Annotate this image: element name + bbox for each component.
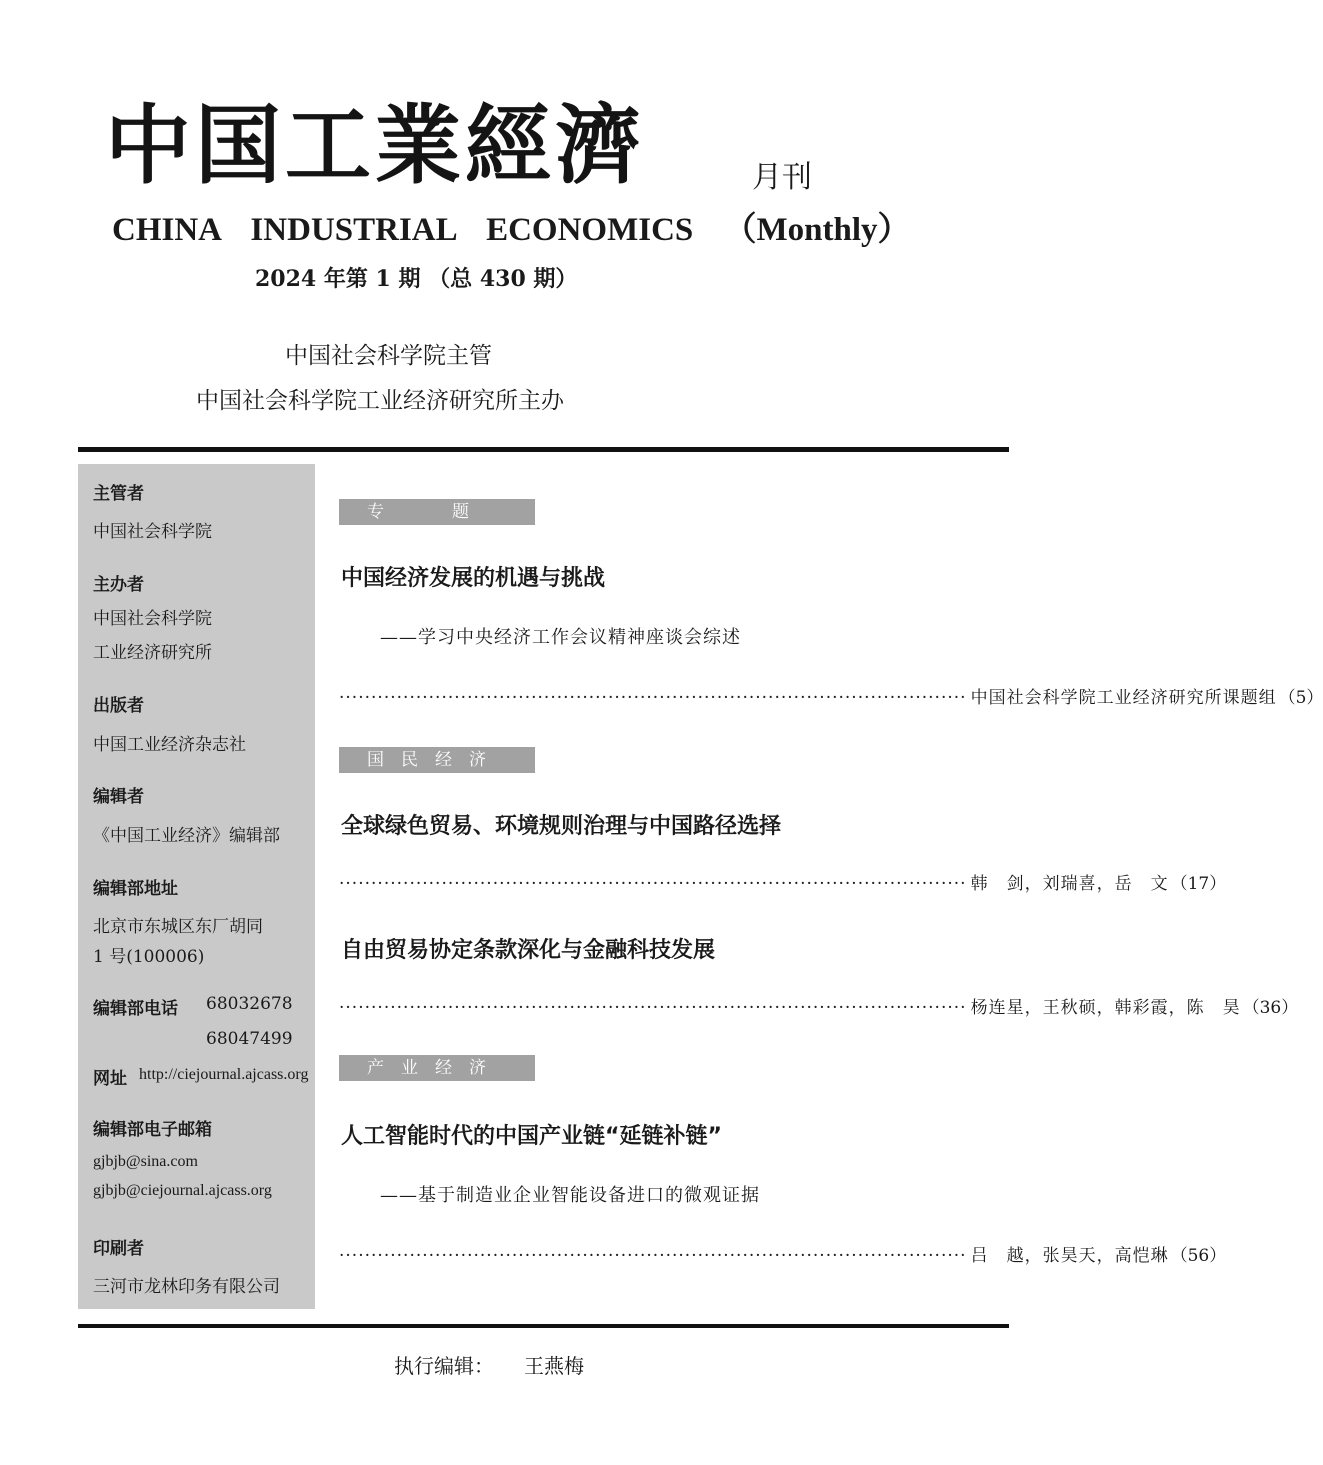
article-byline-4 — [339, 1241, 1227, 1266]
printer-value: 三河市龙林印务有限公司 — [93, 1277, 280, 1297]
article-title-2[interactable]: 全球绿色贸易、环境规则治理与中国路径选择 — [341, 814, 782, 839]
journal-logo-title: 中国工業經濟 — [105, 96, 645, 196]
publication-info-sidebar — [78, 464, 315, 1309]
article-page-3: （36） — [1242, 998, 1299, 1018]
address-value-2: 1 号(100006) — [93, 947, 205, 967]
sponsor-value-2: 工业经济研究所 — [93, 643, 212, 663]
address-value-1: 北京市东城区东厂胡同 — [93, 917, 263, 937]
printer-label: 印刷者 — [93, 1239, 144, 1259]
article-page-2: （17） — [1170, 874, 1227, 894]
email-2[interactable]: gjbjb@ciejournal.ajcass.org — [93, 1182, 272, 1199]
executive-editor-name: 王燕梅 — [524, 1354, 584, 1378]
email-1[interactable]: gjbjb@sina.com — [93, 1153, 198, 1170]
editor-label: 编辑者 — [93, 787, 144, 807]
publisher-label: 出版者 — [93, 696, 144, 716]
supervisor-line: 中国社会科学院主管 — [285, 343, 492, 369]
article-title-3[interactable]: 自由贸易协定条款深化与金融科技发展 — [341, 938, 716, 963]
article-authors-1: 中国社会科学院工业经济研究所课题组 — [970, 688, 1277, 708]
article-byline-1 — [339, 683, 1323, 708]
article-byline-2 — [339, 869, 1227, 894]
phone-label: 编辑部电话 — [93, 999, 178, 1019]
issue-number: 2024 年第 1 期 （总 430 期） — [255, 266, 578, 292]
phone-number-2: 68047499 — [206, 1029, 293, 1049]
article-subtitle-4: ——基于制造业企业智能设备进口的微观证据 — [380, 1185, 760, 1206]
leader-dots: ·································································································· — [339, 998, 967, 1018]
leader-dots: ·································································································· — [339, 1246, 967, 1266]
sponsor-line: 中国社会科学院工业经济研究所主办 — [196, 388, 564, 414]
website-label: 网址 — [93, 1069, 127, 1089]
sponsor-label: 主办者 — [93, 575, 144, 595]
article-title-1[interactable]: 中国经济发展的机遇与挑战 — [341, 566, 606, 591]
top-divider — [78, 447, 1009, 452]
bottom-divider — [78, 1324, 1009, 1328]
article-byline-3 — [339, 993, 1299, 1018]
monthly-label: 月刊 — [752, 160, 812, 195]
publisher-value: 中国工业经济杂志社 — [93, 735, 246, 755]
article-authors-4: 吕 越，张昊天，高恺琳 — [970, 1246, 1169, 1266]
website-url[interactable]: http://ciejournal.ajcass.org — [139, 1066, 309, 1083]
section-tag-special: 专 题 — [339, 499, 535, 525]
section-tag-industrial-economy: 产 业 经 济 — [339, 1055, 535, 1081]
leader-dots: ·································································································· — [339, 688, 967, 708]
article-page-1: （5） — [1278, 688, 1323, 708]
executive-editor-label: 执行编辑： — [394, 1354, 494, 1378]
article-title-4[interactable]: 人工智能时代的中国产业链“延链补链” — [341, 1124, 722, 1149]
leader-dots: ·································································································· — [339, 874, 967, 894]
article-page-4: （56） — [1170, 1246, 1227, 1266]
address-label: 编辑部地址 — [93, 879, 178, 899]
supervisor-label: 主管者 — [93, 484, 144, 504]
article-subtitle-1: ——学习中央经济工作会议精神座谈会综述 — [380, 627, 741, 648]
sponsor-value-1: 中国社会科学院 — [93, 609, 212, 629]
supervisor-value: 中国社会科学院 — [93, 522, 212, 542]
section-tag-national-economy: 国 民 经 济 — [339, 747, 535, 773]
phone-number-1: 68032678 — [206, 994, 293, 1014]
email-label: 编辑部电子邮箱 — [93, 1120, 212, 1140]
editor-value: 《中国工业经济》编辑部 — [93, 826, 280, 846]
journal-title-english: CHINA INDUSTRIAL ECONOMICS （Monthly） — [112, 212, 911, 248]
article-authors-3: 杨连星，王秋硕，韩彩霞，陈 昊 — [970, 998, 1241, 1018]
article-authors-2: 韩 剑，刘瑞喜，岳 文 — [970, 874, 1169, 894]
